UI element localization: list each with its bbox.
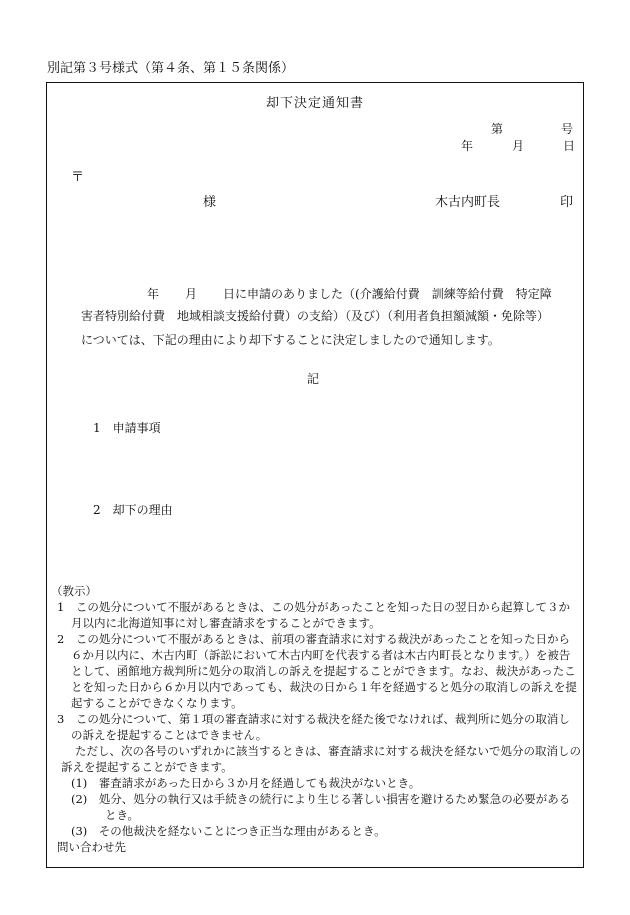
addressee-suffix: 様 [203, 195, 217, 210]
seal-mark: 印 [560, 195, 574, 210]
body-line-3: については、下記の理由により却下することに決定しましたので通知します。 [81, 333, 500, 347]
body-line1-rest: （(介護給付費 訓練等給付費 特定障 [343, 287, 552, 301]
issuer-name: 木古内町長 [435, 195, 501, 210]
notes-header: （教示） [51, 584, 97, 598]
note-sub-2: (2) 処分、処分の執行又は手続きの続行により生じる著しい損害を避けるため緊急の必要があるとき。 [71, 792, 571, 822]
number-go: 号 [561, 122, 574, 136]
contact-label: 問い合わせ先 [57, 840, 126, 854]
ki-mark: 記 [307, 372, 320, 386]
date-month: 月 [512, 139, 525, 153]
date-day: 日 [563, 139, 576, 153]
note-sub-1: (1) 審査請求があった日から３か月を経過しても裁決がないとき。 [71, 776, 421, 790]
body-date-month: 月 [185, 287, 198, 301]
note-sub-3: (3) その他裁決を経ないことにつき正当な理由があるとき。 [71, 824, 386, 838]
note-1: 1 この処分について不服があるときは、この処分があったことを知った日の翌日から起算して３か月以内に北海道知事に対し審査請求をすることができます。 [57, 600, 570, 630]
item-number: 2 [93, 503, 101, 517]
item-label: 却下の理由 [112, 503, 173, 517]
postal-mark: 〒 [71, 170, 85, 185]
instruction-notes [51, 583, 581, 855]
note-2: 2 この処分について不服があるときは、前項の審査請求に対する裁決があったことを知った日から６か月以内に、木古内町（訴訟において木古内町を代表する者は木古内町長となります。）を被告として、函館地方裁判所に処分の取消しの訴えを提起することができます。なお、裁決があったことを知った日から６か月以内であっても、裁決の日から１年を経過すると処分の取消しの訴えを提起することができなくなります。 [57, 632, 577, 710]
note-3-paragraph: ただし、次の各号のいずれかに該当するときは、審査請求に対する裁決を経ないで処分の取消しの訴えを提起することができます。 [61, 744, 581, 774]
document-title: 却下決定通知書 [265, 96, 364, 111]
item-number: 1 [93, 421, 101, 435]
item-label: 申請事項 [112, 421, 161, 435]
document-frame [46, 82, 584, 868]
item-reason [93, 501, 173, 518]
item-application [93, 419, 161, 436]
body-date-year: 年 [147, 287, 160, 301]
number-dai: 第 [491, 122, 504, 136]
body-line-2: 害者特別給付費 地域相談支援給付費）の支給）（及び）（利用者負担額減額・免除等） [81, 309, 550, 323]
form-label: 別記第３号様式（第４条、第１５条関係） [47, 61, 295, 76]
date-year: 年 [461, 139, 474, 153]
body-date-day: 日に申請のありました [223, 287, 344, 301]
body-line-1 [147, 285, 552, 302]
note-3: 3 この処分について、第１項の審査請求に対する裁決を経た後でなければ、裁判所に処分の取消しの訴えを提起することはできません。 [57, 712, 570, 742]
